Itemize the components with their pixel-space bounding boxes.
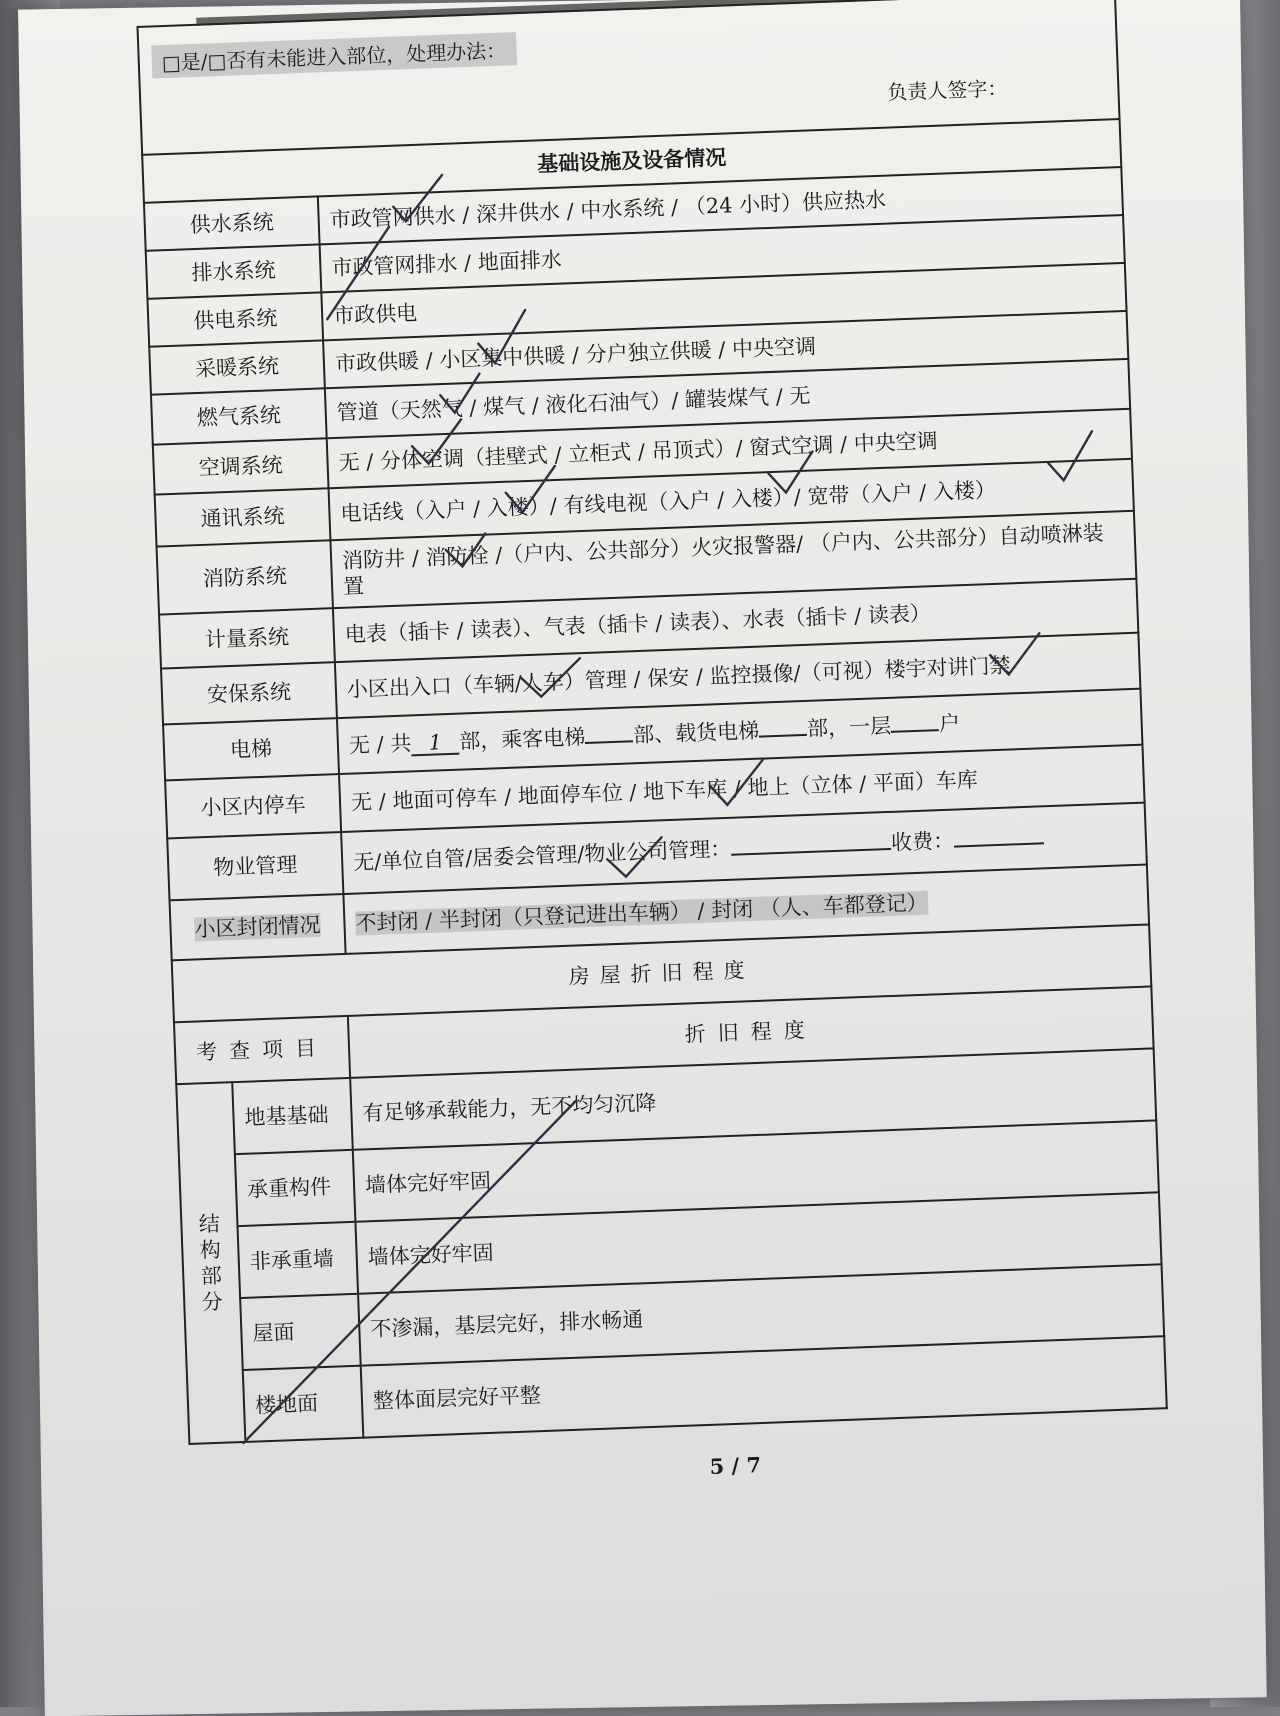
elevator-text-4: 部，一层	[806, 713, 892, 741]
property-fee-label: 收费：	[890, 828, 955, 855]
row-value: 市政供电	[321, 263, 1126, 340]
row-label	[170, 894, 346, 960]
row-value: 消防井 / 消防栓 /（户内、公共部分）火灾报警器/ （户内、公共部分）自动喷淋装置	[330, 511, 1136, 608]
row-label: 安保系统	[161, 662, 337, 724]
form-sheet	[136, 0, 1170, 1520]
row-value: 电话线（入户 / 入楼）/ 有线电视（入户 / 入楼）/ 宽带（入户 / 入楼）	[329, 459, 1134, 540]
row-label: 通讯系统	[155, 488, 331, 546]
group-char: 构	[199, 1237, 222, 1263]
part-label: 承重构件	[235, 1150, 356, 1226]
part-value: 墙体完好牢固	[355, 1192, 1161, 1293]
row-label: 供水系统	[144, 196, 320, 250]
facilities-table	[141, 118, 1168, 1445]
part-label: 屋面	[240, 1294, 361, 1370]
row-label: 电梯	[163, 718, 339, 780]
part-label: 楼地面	[243, 1366, 364, 1442]
row-label: 小区内停车	[165, 774, 341, 838]
part-value: 墙体完好牢固	[353, 1120, 1159, 1221]
row-value: 市政管网供水 / 深井供水 / 中水系统 / （24 小时）供应热水	[318, 167, 1123, 244]
row-label: 计量系统	[159, 608, 335, 668]
elevator-text-2: 部，乘客电梯	[458, 724, 586, 754]
column-header-item: 考查项目	[174, 1016, 350, 1084]
group-char: 分	[201, 1289, 224, 1315]
group-char: 结	[198, 1211, 221, 1237]
row-label: 燃气系统	[151, 388, 327, 444]
paper-sheet	[18, 0, 1267, 1716]
facilities-title: 基础设施及设备情况	[142, 119, 1121, 203]
inaccessible-parts-note: □是/□否有未能进入部位，处理办法：	[151, 32, 516, 78]
row-value: 管道（天然气 / 煤气 / 液化石油气）/ 罐装煤气 / 无	[325, 359, 1130, 438]
part-value: 有足够承载能力，无不均匀沉降	[350, 1048, 1156, 1149]
row-value: 市政管网排水 / 地面排水	[320, 215, 1125, 292]
enclosure-label: 小区封闭情况	[194, 912, 321, 942]
row-value: 无 / 分体空调（挂壁式 / 立柜式 / 吊顶式）/ 窗式空调 / 中央空调	[327, 409, 1132, 488]
row-label: 采暖系统	[149, 340, 325, 394]
part-value: 不渗漏，基层完好，排水畅通	[358, 1264, 1164, 1365]
enclosure-value: 不封闭 / 半封闭（只登记进出车辆） / 封闭 （人、车都登记）	[355, 890, 929, 936]
depreciation-title: 房屋折旧程度	[172, 924, 1152, 1022]
elevator-text-3: 部、载货电梯	[632, 718, 760, 748]
column-header-degree: 折旧程度	[348, 986, 1154, 1077]
elevator-count-fill: 1	[428, 730, 443, 755]
elevator-count-blank	[411, 730, 460, 757]
row-label: 物业管理	[167, 832, 343, 900]
row-label: 空调系统	[153, 438, 329, 494]
page-number: 5 / 7	[709, 1452, 762, 1479]
row-value: 电表（插卡 / 读表）、气表（插卡 / 读表）、水表（插卡 / 读表）	[333, 579, 1138, 662]
elevator-text-5: 户	[938, 711, 961, 736]
freight-elevator-blank	[759, 716, 808, 738]
row-value: 无 / 地面可停车 / 地面停车位 / 地下车库 / 地上（立体 / 平面）车库	[339, 745, 1145, 832]
row-value: 小区出入口（车辆/人车）管理 / 保安 / 监控摄像/（可视）楼宇对讲门禁	[335, 633, 1141, 718]
part-value: 整体面层完好平整	[361, 1336, 1167, 1437]
signature-label: 负责人签字：	[886, 76, 1008, 105]
part-label: 非承重墙	[237, 1222, 358, 1298]
row-value: 市政供暖 / 小区集中供暖 / 分户独立供暖 / 中央空调	[323, 311, 1128, 388]
part-label: 地基基础	[232, 1078, 353, 1154]
property-company-blank	[731, 830, 892, 856]
elevator-text-1: 无 / 共	[348, 731, 412, 758]
passenger-elevator-blank	[585, 722, 634, 744]
households-per-floor-blank	[891, 711, 940, 733]
property-options: 无/单位自管/居委会管理/物业公司管理：	[352, 836, 732, 875]
group-char: 部	[200, 1263, 223, 1289]
row-label: 排水系统	[146, 244, 322, 298]
property-fee-blank	[954, 824, 1045, 847]
row-label: 消防系统	[157, 540, 333, 614]
row-label: 供电系统	[147, 292, 323, 346]
